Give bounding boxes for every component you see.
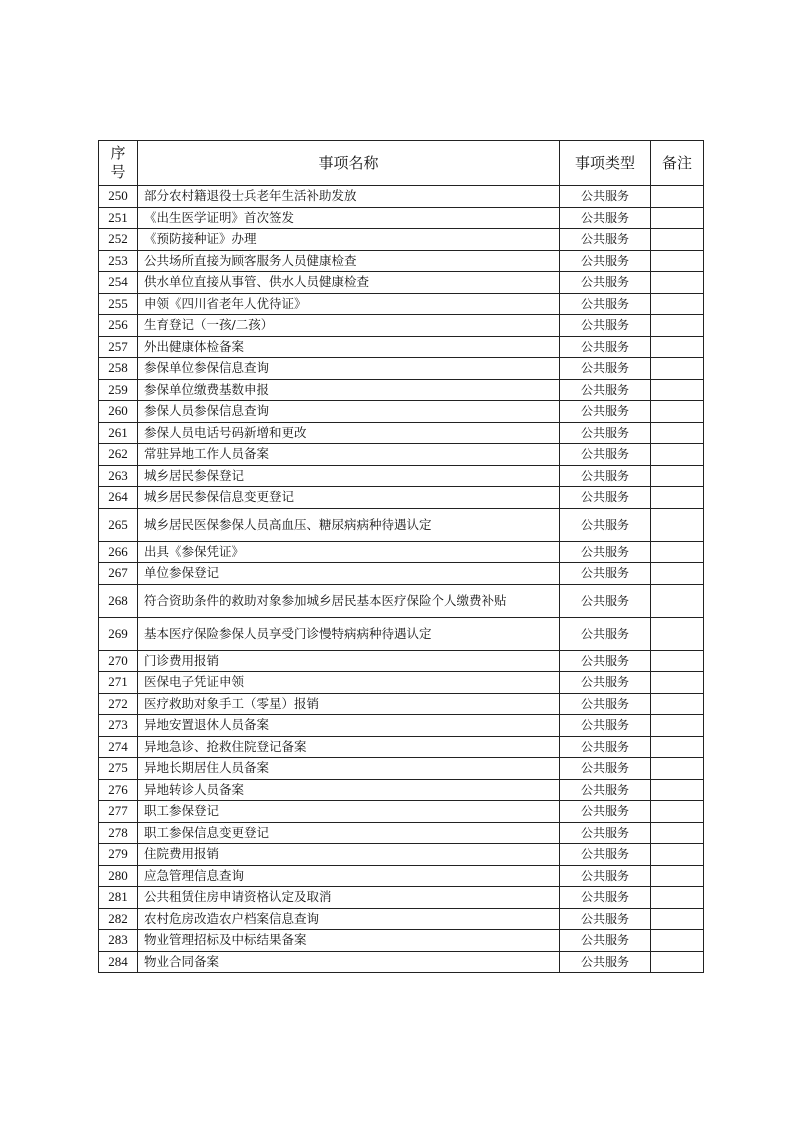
row-item-type: 公共服务 <box>560 779 651 801</box>
row-note <box>651 736 704 758</box>
row-number: 270 <box>99 650 138 672</box>
row-item-name: 医保电子凭证申领 <box>138 672 560 694</box>
row-item-name: 外出健康体检备案 <box>138 336 560 358</box>
row-item-type: 公共服务 <box>560 358 651 380</box>
row-item-name: 生育登记（一孩/二孩） <box>138 315 560 337</box>
row-note <box>651 541 704 563</box>
row-item-name: 城乡居民参保信息变更登记 <box>138 487 560 509</box>
row-item-name: 公共租赁住房申请资格认定及取消 <box>138 887 560 909</box>
row-item-type: 公共服务 <box>560 693 651 715</box>
row-item-type: 公共服务 <box>560 617 651 650</box>
table-row <box>99 758 704 780</box>
row-item-name: 申领《四川省老年人优待证》 <box>138 293 560 315</box>
row-number: 281 <box>99 887 138 909</box>
row-item-type: 公共服务 <box>560 401 651 423</box>
row-item-name: 部分农村籍退役士兵老年生活补助发放 <box>138 186 560 208</box>
row-number: 258 <box>99 358 138 380</box>
row-note <box>651 951 704 973</box>
row-item-type: 公共服务 <box>560 293 651 315</box>
row-item-name: 物业管理招标及中标结果备案 <box>138 930 560 952</box>
row-item-type: 公共服务 <box>560 379 651 401</box>
table-row <box>99 584 704 617</box>
row-item-name: 常驻异地工作人员备案 <box>138 444 560 466</box>
row-number: 278 <box>99 822 138 844</box>
row-item-name: 异地安置退休人员备案 <box>138 715 560 737</box>
row-note <box>651 250 704 272</box>
row-item-type: 公共服务 <box>560 465 651 487</box>
row-item-type: 公共服务 <box>560 951 651 973</box>
row-item-type: 公共服务 <box>560 584 651 617</box>
row-item-name: 应急管理信息查询 <box>138 865 560 887</box>
header-seq-line2: 号 <box>110 163 126 181</box>
row-note <box>651 801 704 823</box>
row-note <box>651 887 704 909</box>
row-number: 283 <box>99 930 138 952</box>
row-item-name: 基本医疗保险参保人员享受门诊慢特病病种待遇认定 <box>138 617 560 650</box>
row-number: 267 <box>99 563 138 585</box>
row-item-type: 公共服务 <box>560 844 651 866</box>
row-number: 265 <box>99 508 138 541</box>
row-item-type: 公共服务 <box>560 508 651 541</box>
table-row <box>99 358 704 380</box>
table-row <box>99 822 704 844</box>
row-note <box>651 617 704 650</box>
row-item-type: 公共服务 <box>560 865 651 887</box>
header-seq-line1: 序 <box>110 144 126 162</box>
table-row <box>99 865 704 887</box>
row-number: 266 <box>99 541 138 563</box>
row-number: 254 <box>99 272 138 294</box>
row-item-name: 物业合同备案 <box>138 951 560 973</box>
table-row <box>99 315 704 337</box>
table-row <box>99 930 704 952</box>
table-row <box>99 541 704 563</box>
row-note <box>651 207 704 229</box>
row-item-name: 参保单位参保信息查询 <box>138 358 560 380</box>
row-item-name: 符合资助条件的救助对象参加城乡居民基本医疗保险个人缴费补贴 <box>138 584 560 617</box>
row-note <box>651 508 704 541</box>
table-body <box>99 186 704 973</box>
row-note <box>651 422 704 444</box>
row-item-name: 《出生医学证明》首次签发 <box>138 207 560 229</box>
row-number: 268 <box>99 584 138 617</box>
table-row <box>99 650 704 672</box>
table-row <box>99 229 704 251</box>
row-note <box>651 358 704 380</box>
table-row <box>99 272 704 294</box>
row-note <box>651 650 704 672</box>
row-note <box>651 672 704 694</box>
row-item-name: 住院费用报销 <box>138 844 560 866</box>
row-item-type: 公共服务 <box>560 650 651 672</box>
table-row <box>99 617 704 650</box>
row-note <box>651 908 704 930</box>
row-item-type: 公共服务 <box>560 229 651 251</box>
table-row <box>99 693 704 715</box>
row-number: 259 <box>99 379 138 401</box>
table-row <box>99 207 704 229</box>
table-row <box>99 736 704 758</box>
row-note <box>651 465 704 487</box>
table-row <box>99 379 704 401</box>
row-item-type: 公共服务 <box>560 186 651 208</box>
row-number: 253 <box>99 250 138 272</box>
row-item-name: 出具《参保凭证》 <box>138 541 560 563</box>
row-note <box>651 693 704 715</box>
row-item-name: 供水单位直接从事管、供水人员健康检查 <box>138 272 560 294</box>
row-item-name: 异地转诊人员备案 <box>138 779 560 801</box>
row-note <box>651 758 704 780</box>
row-item-name: 门诊费用报销 <box>138 650 560 672</box>
row-number: 261 <box>99 422 138 444</box>
row-note <box>651 779 704 801</box>
table-row <box>99 508 704 541</box>
row-item-type: 公共服务 <box>560 336 651 358</box>
row-number: 255 <box>99 293 138 315</box>
row-item-type: 公共服务 <box>560 250 651 272</box>
row-number: 257 <box>99 336 138 358</box>
row-item-name: 参保人员电话号码新增和更改 <box>138 422 560 444</box>
items-table <box>98 140 704 973</box>
row-item-type: 公共服务 <box>560 715 651 737</box>
row-item-name: 异地长期居住人员备案 <box>138 758 560 780</box>
row-item-name: 城乡居民医保参保人员高血压、糖尿病病种待遇认定 <box>138 508 560 541</box>
table-row <box>99 801 704 823</box>
row-note <box>651 229 704 251</box>
row-item-name: 参保单位缴费基数申报 <box>138 379 560 401</box>
row-item-name: 参保人员参保信息查询 <box>138 401 560 423</box>
table-row <box>99 293 704 315</box>
table-row <box>99 444 704 466</box>
row-item-type: 公共服务 <box>560 207 651 229</box>
header-seq <box>99 141 138 186</box>
row-note <box>651 315 704 337</box>
row-item-name: 《预防接种证》办理 <box>138 229 560 251</box>
row-item-name: 公共场所直接为顾客服务人员健康检查 <box>138 250 560 272</box>
table-row <box>99 951 704 973</box>
row-item-name: 单位参保登记 <box>138 563 560 585</box>
table-row <box>99 844 704 866</box>
row-item-type: 公共服务 <box>560 272 651 294</box>
table-row <box>99 186 704 208</box>
table-row <box>99 887 704 909</box>
row-note <box>651 865 704 887</box>
row-number: 273 <box>99 715 138 737</box>
row-number: 279 <box>99 844 138 866</box>
row-number: 260 <box>99 401 138 423</box>
row-item-type: 公共服务 <box>560 422 651 444</box>
row-number: 263 <box>99 465 138 487</box>
row-note <box>651 293 704 315</box>
row-number: 269 <box>99 617 138 650</box>
row-note <box>651 336 704 358</box>
row-item-type: 公共服务 <box>560 887 651 909</box>
row-number: 256 <box>99 315 138 337</box>
row-number: 250 <box>99 186 138 208</box>
header-type: 事项类型 <box>560 141 651 186</box>
row-number: 274 <box>99 736 138 758</box>
row-number: 272 <box>99 693 138 715</box>
row-item-type: 公共服务 <box>560 822 651 844</box>
header-note: 备注 <box>651 141 704 186</box>
row-item-name: 职工参保登记 <box>138 801 560 823</box>
table-row <box>99 672 704 694</box>
row-item-name: 医疗救助对象手工（零星）报销 <box>138 693 560 715</box>
row-item-type: 公共服务 <box>560 736 651 758</box>
row-item-name: 异地急诊、抢救住院登记备案 <box>138 736 560 758</box>
row-note <box>651 444 704 466</box>
row-item-type: 公共服务 <box>560 487 651 509</box>
table-row <box>99 422 704 444</box>
row-number: 280 <box>99 865 138 887</box>
row-note <box>651 401 704 423</box>
header-name: 事项名称 <box>138 141 560 186</box>
row-item-name: 农村危房改造农户档案信息查询 <box>138 908 560 930</box>
row-note <box>651 186 704 208</box>
row-note <box>651 563 704 585</box>
row-note <box>651 379 704 401</box>
row-number: 276 <box>99 779 138 801</box>
row-number: 284 <box>99 951 138 973</box>
row-item-type: 公共服务 <box>560 672 651 694</box>
row-number: 252 <box>99 229 138 251</box>
row-note <box>651 844 704 866</box>
row-item-type: 公共服务 <box>560 908 651 930</box>
table-row <box>99 487 704 509</box>
table-row <box>99 779 704 801</box>
row-item-type: 公共服务 <box>560 758 651 780</box>
row-number: 251 <box>99 207 138 229</box>
row-number: 262 <box>99 444 138 466</box>
row-item-type: 公共服务 <box>560 315 651 337</box>
row-number: 271 <box>99 672 138 694</box>
table-row <box>99 908 704 930</box>
row-number: 264 <box>99 487 138 509</box>
row-note <box>651 584 704 617</box>
row-item-name: 城乡居民参保登记 <box>138 465 560 487</box>
table-row <box>99 336 704 358</box>
row-number: 277 <box>99 801 138 823</box>
table-row <box>99 563 704 585</box>
table-row <box>99 465 704 487</box>
row-item-name: 职工参保信息变更登记 <box>138 822 560 844</box>
row-item-type: 公共服务 <box>560 541 651 563</box>
row-item-type: 公共服务 <box>560 930 651 952</box>
row-item-type: 公共服务 <box>560 563 651 585</box>
row-item-type: 公共服务 <box>560 444 651 466</box>
table-row <box>99 250 704 272</box>
row-note <box>651 930 704 952</box>
row-note <box>651 822 704 844</box>
row-number: 275 <box>99 758 138 780</box>
row-note <box>651 272 704 294</box>
row-item-type: 公共服务 <box>560 801 651 823</box>
table-header-row <box>99 141 704 186</box>
row-number: 282 <box>99 908 138 930</box>
row-note <box>651 487 704 509</box>
row-note <box>651 715 704 737</box>
table-row <box>99 401 704 423</box>
table-row <box>99 715 704 737</box>
